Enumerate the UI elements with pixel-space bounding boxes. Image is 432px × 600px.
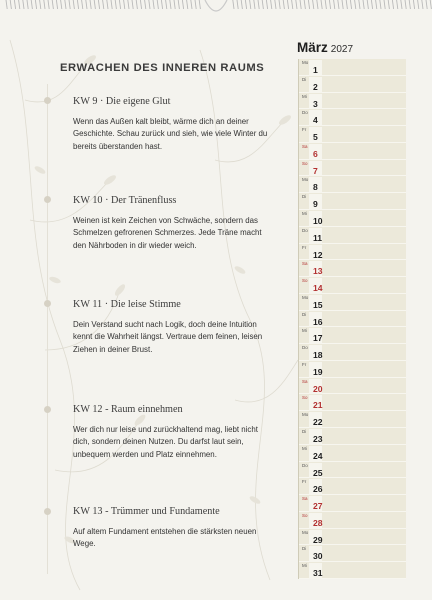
week-text: Dein Verstand sucht nach Logik, doch deine Intuition kennt die Wahrheit längst. Vertraue dem feinen, leisen Ziehen in deiner Brust.: [73, 320, 263, 354]
day-note-space: [322, 546, 407, 562]
day-note-space: [322, 345, 407, 361]
week-text: Wer dich nur leise und zurückhaltend mag, liebt nicht dich, sondern deinen Nutzen. Du darfst laut sein, unbequem werden und Platz einnehmen.: [73, 425, 258, 459]
day-row: [299, 76, 407, 93]
day-note-space: [322, 194, 407, 210]
day-note-space: [322, 429, 407, 445]
timeline-dot: [44, 97, 51, 104]
year-label: 2027: [330, 44, 354, 55]
week-entry-11: [73, 299, 269, 356]
day-row: [299, 378, 407, 395]
day-note-space: [322, 312, 407, 328]
day-row: [299, 143, 407, 160]
wire-binding: [0, 0, 432, 20]
day-note-space: [322, 77, 407, 93]
day-row: [299, 327, 407, 344]
day-row: [299, 545, 407, 562]
day-number: 3: [313, 98, 318, 109]
day-row: [299, 311, 407, 328]
weekday-abbr: Fr: [302, 361, 307, 367]
timeline-dot: [44, 300, 51, 307]
day-row: [299, 227, 407, 244]
day-number: 17: [313, 333, 323, 344]
day-note-space: [322, 211, 407, 227]
day-note-space: [322, 295, 407, 311]
weekday-abbr: Mo: [302, 294, 309, 300]
day-row: [299, 495, 407, 512]
weekday-abbr: Sa: [302, 496, 308, 502]
page-margin: [406, 59, 432, 579]
day-row: [299, 445, 407, 462]
day-note-space: [322, 177, 407, 193]
day-number: 29: [313, 534, 323, 545]
day-number: 11: [313, 232, 323, 243]
weekday-abbr: So: [302, 395, 308, 401]
day-row: [299, 462, 407, 479]
day-number: 13: [313, 266, 323, 277]
weekday-abbr: Fr: [302, 244, 307, 250]
day-number: 4: [313, 115, 318, 126]
day-row: [299, 210, 407, 227]
week-entry-12: [73, 404, 269, 461]
day-row: [299, 93, 407, 110]
weekday-abbr: Sa: [302, 378, 308, 384]
panel-title: ERWACHEN DES INNEREN RAUMS: [60, 62, 265, 74]
weekday-abbr: Mo: [302, 177, 309, 183]
day-row: [299, 126, 407, 143]
week-entry-9: [73, 96, 269, 153]
day-number: 24: [313, 450, 323, 461]
day-row: [299, 109, 407, 126]
day-number: 9: [313, 199, 318, 210]
weekday-abbr: Do: [302, 227, 308, 233]
day-row: [299, 193, 407, 210]
week-heading: KW 10 · Der Tränenfluss: [73, 195, 177, 206]
day-row: [299, 160, 407, 177]
weekday-abbr: Sa: [302, 143, 308, 149]
day-row: [299, 478, 407, 495]
weekday-abbr: Mi: [302, 445, 307, 451]
day-number: 18: [313, 350, 323, 361]
week-heading: KW 13 - Trümmer und Fundamente: [73, 506, 220, 517]
month-header: [297, 40, 353, 55]
weekday-abbr: Sa: [302, 261, 308, 267]
day-note-space: [322, 245, 407, 261]
timeline-dot: [44, 406, 51, 413]
timeline-line: [47, 84, 48, 574]
day-note-space: [322, 127, 407, 143]
day-number: 10: [313, 215, 323, 226]
week-heading: KW 11 · Die leise Stimme: [73, 299, 181, 310]
day-number: 30: [313, 551, 323, 562]
day-row: [299, 529, 407, 546]
day-number: 2: [313, 81, 318, 92]
day-number: 27: [313, 501, 323, 512]
day-note-space: [322, 412, 407, 428]
weekday-abbr: Di: [302, 76, 307, 82]
weekday-abbr: Di: [302, 194, 307, 200]
timeline-dot: [44, 508, 51, 515]
day-number: 16: [313, 316, 323, 327]
week-entry-13: [73, 506, 269, 551]
day-number: 14: [313, 283, 323, 294]
day-row: [299, 394, 407, 411]
day-row: [299, 176, 407, 193]
day-number: 19: [313, 366, 323, 377]
day-row: [299, 260, 407, 277]
day-number: 6: [313, 148, 318, 159]
weekday-abbr: Fr: [302, 127, 307, 133]
week-heading: KW 9 · Die eigene Glut: [73, 96, 171, 107]
day-number: 22: [313, 417, 323, 428]
day-number: 5: [313, 132, 318, 143]
day-note-space: [322, 144, 407, 160]
day-note-space: [322, 513, 407, 529]
weekday-abbr: Di: [302, 311, 307, 317]
day-row: [299, 244, 407, 261]
day-note-space: [322, 379, 407, 395]
day-number: 26: [313, 484, 323, 495]
day-number: 8: [313, 182, 318, 193]
day-row: [299, 344, 407, 361]
weekday-abbr: Mi: [302, 328, 307, 334]
day-row: [299, 411, 407, 428]
weekday-abbr: Do: [302, 345, 308, 351]
weekday-abbr: So: [302, 512, 308, 518]
month-name: März: [297, 40, 328, 55]
week-entry-10: [73, 195, 269, 252]
weekday-abbr: Mi: [302, 93, 307, 99]
day-row: [299, 361, 407, 378]
weekday-abbr: Mo: [302, 529, 309, 535]
day-row: [299, 59, 407, 76]
weekday-abbr: Do: [302, 110, 308, 116]
week-text: Weinen ist kein Zeichen von Schwäche, sondern das Schmelzen gefrorenen Schmerzes. Jede Träne macht den Nährboden in dir wieder weich.: [73, 216, 262, 250]
day-note-space: [322, 261, 407, 277]
day-number: 31: [313, 568, 323, 579]
day-number: 28: [313, 517, 323, 528]
weekday-abbr: So: [302, 160, 308, 166]
day-number: 25: [313, 467, 323, 478]
day-note-space: [322, 446, 407, 462]
day-number: 21: [313, 400, 323, 411]
weekday-abbr: Mo: [302, 412, 309, 418]
day-number: 12: [313, 249, 323, 260]
day-number: 7: [313, 165, 318, 176]
day-note-space: [322, 479, 407, 495]
day-note-space: [322, 530, 407, 546]
day-note-space: [322, 110, 407, 126]
day-note-space: [322, 94, 407, 110]
day-row: [299, 294, 407, 311]
day-note-space: [322, 60, 407, 76]
timeline-dot: [44, 196, 51, 203]
day-number: 1: [313, 65, 318, 75]
week-text: Auf altem Fundament entstehen die stärksten neuen Wege.: [73, 527, 257, 549]
day-row: [299, 512, 407, 529]
day-note-space: [322, 228, 407, 244]
weekday-abbr: Fr: [302, 479, 307, 485]
weekday-abbr: So: [302, 278, 308, 284]
day-row: [299, 428, 407, 445]
weekday-abbr: Di: [302, 429, 307, 435]
day-note-space: [322, 563, 407, 579]
day-note-space: [322, 362, 407, 378]
weekday-abbr: Mi: [302, 210, 307, 216]
weekly-reflections-panel: [54, 62, 266, 74]
day-row: [299, 562, 407, 579]
weekday-abbr: Do: [302, 462, 308, 468]
weekday-abbr: Di: [302, 546, 307, 552]
weekday-abbr: Mo: [302, 60, 309, 65]
day-note-space: [322, 463, 407, 479]
week-text: Wenn das Außen kalt bleibt, wärme dich an deiner Geschichte. Schau zurück und sieh, wie viele Winter du bereits überstanden hast.: [73, 117, 268, 151]
day-note-space: [322, 395, 407, 411]
day-note-space: [322, 161, 407, 177]
week-heading: KW 12 - Raum einnehmen: [73, 404, 183, 415]
day-grid: [298, 59, 407, 579]
day-number: 23: [313, 434, 323, 445]
weekday-abbr: Mi: [302, 563, 307, 569]
day-number: 15: [313, 299, 323, 310]
day-note-space: [322, 496, 407, 512]
day-row: [299, 277, 407, 294]
day-note-space: [322, 278, 407, 294]
day-note-space: [322, 328, 407, 344]
day-number: 20: [313, 383, 323, 394]
